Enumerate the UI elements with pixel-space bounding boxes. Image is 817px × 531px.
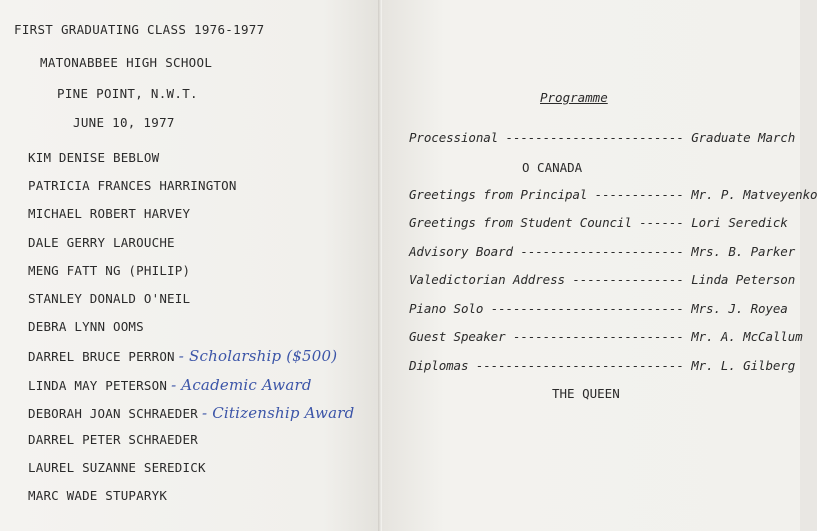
handwritten-award-note: - Scholarship ($500) bbox=[178, 347, 338, 366]
school-name: MATONABBEE HIGH SCHOOL bbox=[40, 55, 213, 70]
programme-item bbox=[409, 329, 817, 358]
programme-person: Mrs. J. Royea bbox=[691, 300, 788, 316]
programme-dashes: ------------ bbox=[587, 186, 692, 202]
programme-person: Lori Seredick bbox=[691, 215, 788, 230]
graduate-name: DEBORAH JOAN SCHRAEDER bbox=[28, 405, 198, 421]
graduate-name: DARREL PETER SCHRAEDER bbox=[28, 431, 198, 447]
programme-event: Processional bbox=[409, 130, 499, 145]
programme-dashes: ------------------------ bbox=[498, 130, 692, 145]
programme-event: Piano Solo bbox=[409, 300, 484, 316]
graduate-name: DARREL BRUCE PERRON bbox=[28, 349, 175, 365]
programme-dashes: ---------------------- bbox=[512, 243, 692, 259]
programme-person: Mr. A. McCallum bbox=[691, 329, 803, 344]
graduate-name: KIM DENISE BEBLOW bbox=[28, 150, 160, 165]
programme-person: Mr. P. Matveyenko bbox=[691, 186, 817, 202]
programme-event: Valedictorian Address bbox=[409, 272, 565, 287]
programme-event: Guest Speaker bbox=[409, 329, 506, 344]
programme-item bbox=[409, 215, 817, 244]
graduate-row bbox=[28, 319, 354, 347]
programme-dashes: -------------------------- bbox=[483, 300, 692, 316]
programme-person: Mrs. B. Parker bbox=[691, 243, 796, 259]
graduate-row bbox=[28, 404, 354, 432]
graduate-name: LAUREL SUZANNE SEREDICK bbox=[28, 460, 206, 476]
graduate-name: STANLEY DONALD O'NEIL bbox=[28, 290, 191, 306]
programme-person: Linda Peterson bbox=[691, 272, 796, 287]
programme-dashes: ---------------------------- bbox=[468, 357, 692, 373]
programme-list bbox=[409, 130, 817, 386]
programme-item bbox=[409, 244, 817, 273]
programme-person: Mr. L. Gilberg bbox=[691, 357, 796, 373]
graduate-row bbox=[28, 291, 354, 319]
graduate-row bbox=[28, 178, 354, 206]
programme-item bbox=[409, 187, 817, 216]
programme-title: Programme bbox=[540, 90, 608, 105]
programme-event: Greetings from Principal bbox=[409, 186, 588, 202]
graduate-row bbox=[28, 150, 354, 178]
programme-person: Graduate March bbox=[691, 130, 796, 145]
anthem-o-canada: O CANADA bbox=[522, 160, 583, 175]
graduate-row bbox=[28, 488, 354, 516]
graduate-name: MENG FATT NG (PHILIP) bbox=[28, 262, 191, 278]
graduate-row bbox=[28, 460, 354, 488]
programme-item bbox=[409, 358, 817, 387]
ceremony-date: JUNE 10, 1977 bbox=[73, 115, 175, 130]
graduate-row bbox=[28, 263, 354, 291]
graduate-name: LINDA MAY PETERSON bbox=[28, 377, 168, 393]
graduate-row bbox=[28, 376, 354, 404]
graduate-row bbox=[28, 347, 354, 375]
programme-item bbox=[409, 130, 817, 159]
graduate-name: DALE GERRY LAROUCHE bbox=[28, 234, 175, 250]
graduate-name: MARC WADE STUPARYK bbox=[28, 488, 168, 504]
handwritten-award-note: - Academic Award bbox=[171, 375, 312, 394]
programme-event: Advisory Board bbox=[409, 243, 513, 259]
graduate-name: PATRICIA FRANCES HARRINGTON bbox=[28, 178, 237, 194]
programme-dashes: --------------- bbox=[564, 272, 692, 287]
programme-item bbox=[409, 272, 817, 301]
graduate-list bbox=[28, 150, 354, 516]
graduate-row bbox=[28, 235, 354, 263]
programme-dashes: ------ bbox=[631, 215, 692, 230]
anthem-the-queen: THE QUEEN bbox=[552, 386, 620, 401]
class-title: FIRST GRADUATING CLASS 1976-1977 bbox=[14, 22, 265, 37]
graduate-row bbox=[28, 206, 354, 234]
graduate-name: DEBRA LYNN OOMS bbox=[28, 319, 144, 335]
programme-dashes: ----------------------- bbox=[505, 329, 692, 344]
graduate-row bbox=[28, 432, 354, 460]
programme-event: Greetings from Student Council bbox=[409, 215, 632, 230]
school-location: PINE POINT, N.W.T. bbox=[57, 86, 198, 101]
programme-item bbox=[409, 301, 817, 330]
graduate-name: MICHAEL ROBERT HARVEY bbox=[28, 206, 191, 222]
left-panel bbox=[0, 0, 380, 531]
handwritten-award-note: - Citizenship Award bbox=[201, 403, 355, 422]
programme-event: Diplomas bbox=[409, 357, 469, 373]
